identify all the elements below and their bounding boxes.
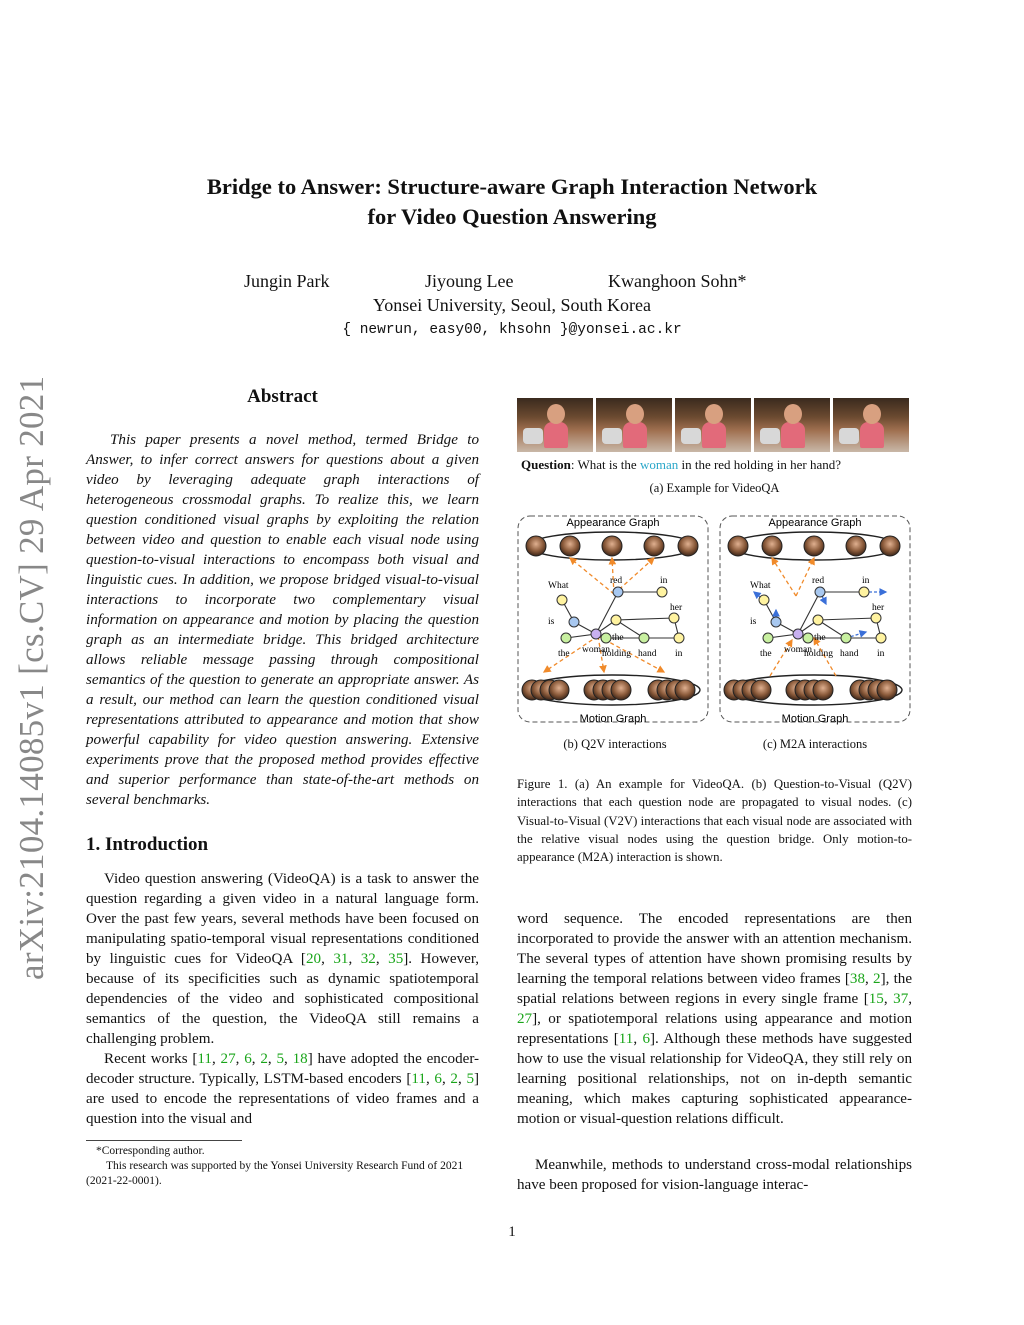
- question-node: [674, 633, 684, 643]
- citation-link[interactable]: 15: [868, 991, 884, 1007]
- motion-node: [611, 680, 631, 700]
- email: { newrun, easy00, khsohn }@yonsei.ac.kr: [342, 322, 682, 338]
- subcaption-b: (b) Q2V interactions: [563, 737, 667, 751]
- appearance-node: [846, 536, 866, 556]
- question-word: her: [872, 603, 885, 613]
- citation-link[interactable]: 20: [305, 951, 322, 967]
- question-word: red: [812, 576, 825, 586]
- title-line-1: Bridge to Answer: Structure-aware Graph Interaction Network: [206, 174, 818, 199]
- q2v-arrow: [570, 558, 614, 594]
- question-node: [569, 617, 579, 627]
- paper-title: [120, 172, 904, 232]
- appearance-node: [762, 536, 782, 556]
- citation-link[interactable]: 2: [450, 1071, 458, 1087]
- question-word: woman: [784, 645, 812, 655]
- citation-link[interactable]: 31: [333, 951, 349, 967]
- appearance-graph-label: Appearance Graph: [566, 517, 660, 529]
- citation-link[interactable]: 2: [873, 971, 881, 987]
- question-word: hand: [638, 649, 657, 659]
- author-2: Jiyoung Lee: [425, 271, 514, 291]
- question-node: [601, 633, 611, 643]
- question-word: her: [670, 603, 683, 613]
- arxiv-watermark: arXiv:2104.14085v1 [cs.CV] 29 Apr 2021: [12, 375, 51, 980]
- question-node: [561, 633, 571, 643]
- video-frame: [517, 398, 593, 452]
- question-node: [591, 629, 601, 639]
- question-node: [763, 633, 773, 643]
- abstract-text: This paper presents a novel method, termed Bridge to Answer, to infer correct answers for questions about a given video by leveraging adequate graph interactions of heterogeneous crossmodal graphs. To realize this, we learn question conditioned visual graphs by exploiting the relation between video and question to enable each visual node using question-to-visual interactions to encompass both visual and linguistic cues. In addition, we propose bridged visual-to-visual interactions to incorporate two complementary visual information on appearance and motion by placing the question graph as an intermediate bridge. This bridged architecture allows reliable message passing through compositional semantics of the question to generate an appropriate answer. As a result, our method can learn the question conditioned visual representations attributed to appearance and motion that show powerful capability for video question answering. Extensive experiments prove that the proposed method provides effective and superior performance than state-of-the-art methods on several benchmarks.: [86, 432, 479, 808]
- m2a-panel: [720, 516, 910, 725]
- affiliation: Yonsei University, Seoul, South Korea: [373, 295, 651, 315]
- question-node: [759, 595, 769, 605]
- motion-graph-label: Motion Graph: [781, 713, 849, 725]
- question-word: holding: [602, 649, 632, 659]
- question-word: the: [558, 649, 570, 659]
- citation-link[interactable]: 37: [893, 991, 909, 1007]
- appearance-node: [880, 536, 900, 556]
- citation-link[interactable]: 6: [642, 1031, 650, 1047]
- motion-node: [751, 680, 771, 700]
- question-node: [803, 633, 813, 643]
- question-node: [771, 617, 781, 627]
- appearance-node: [728, 536, 748, 556]
- motion-node: [675, 680, 695, 700]
- intro-paragraph-1: Video question answering (VideoQA) is a task to answer the question regarding a given video in a natural language form. Over the past few years, several methods have been focused on manipulating spatio-temporal visual representations conditioned by linguistic cues for VideoQA [20, 31, 32, 35]. However, because of its specificities such as dynamic spatiotemporal dependencies of the video and sophisticated compositional semantics of the question, the VideoQA still remains a challenging problem.: [86, 871, 480, 1047]
- motion-node: [877, 680, 897, 700]
- question-word: woman: [582, 645, 610, 655]
- example-question: Question: What is the woman in the red holding in her hand?: [521, 457, 842, 472]
- author-1: Jungin Park: [244, 271, 330, 291]
- question-edge: [818, 618, 876, 620]
- question-word: in: [877, 649, 885, 659]
- appearance-node: [644, 536, 664, 556]
- question-node: [657, 587, 667, 597]
- page-number: 1: [508, 1224, 516, 1240]
- question-node: [613, 587, 623, 597]
- appearance-node: [526, 536, 546, 556]
- author-list: [0, 271, 1024, 295]
- question-edge: [596, 592, 618, 634]
- question-edge: [616, 618, 674, 620]
- citation-link[interactable]: 11: [411, 1071, 426, 1087]
- intro-heading: 1. Introduction: [86, 834, 209, 855]
- citation-link[interactable]: 2: [260, 1051, 268, 1067]
- citation-link[interactable]: 27: [220, 1051, 236, 1067]
- question-word: the: [760, 649, 772, 659]
- citation-link[interactable]: 11: [618, 1031, 634, 1047]
- q2v-panel: [518, 516, 708, 725]
- video-frame: [596, 398, 672, 452]
- footnotes: [86, 1144, 479, 1189]
- question-node: [813, 615, 823, 625]
- question-word: red: [610, 576, 623, 586]
- question-node: [669, 613, 679, 623]
- question-node: [611, 615, 621, 625]
- citation-link[interactable]: 5: [466, 1071, 474, 1087]
- abstract-heading: Abstract: [247, 386, 318, 407]
- footnote-2: This research was supported by the Yonsei University Research Fund of 2021 (2021-22-0001).: [86, 1160, 464, 1187]
- question-word: What: [750, 581, 771, 591]
- video-frame: [675, 398, 751, 452]
- question-word: is: [548, 617, 555, 627]
- video-frame: [833, 398, 909, 452]
- question-word: in: [675, 649, 683, 659]
- question-node: [841, 633, 851, 643]
- question-node: [815, 587, 825, 597]
- question-node: [876, 633, 886, 643]
- question-word: is: [750, 617, 757, 627]
- appearance-node: [804, 536, 824, 556]
- citation-link[interactable]: 5: [276, 1051, 285, 1067]
- question-word: the: [612, 633, 624, 643]
- appearance-node: [602, 536, 622, 556]
- subcaption-c: (c) M2A interactions: [762, 737, 868, 751]
- question-node: [859, 587, 869, 597]
- right-paragraph-2: Meanwhile, methods to understand cross-modal relationships have been proposed for vision-language interac-: [517, 1157, 912, 1193]
- citation-link[interactable]: 35: [388, 951, 404, 967]
- citation-link[interactable]: 38: [849, 971, 866, 987]
- question-node: [793, 629, 803, 639]
- footnote-rule: [86, 1140, 242, 1141]
- question-word: What: [548, 581, 569, 591]
- appearance-node: [560, 536, 580, 556]
- question-word: the: [814, 633, 826, 643]
- citation-link[interactable]: 6: [434, 1071, 442, 1087]
- question-word: in: [660, 576, 668, 586]
- author-3: Kwanghoon Sohn*: [608, 271, 747, 291]
- m2a-arrow: [772, 558, 796, 596]
- question-node: [639, 633, 649, 643]
- figure-caption: Figure 1. (a) An example for VideoQA. (b) Question-to-Visual (Q2V) interactions that each question node are propagated to visual nodes. (c) Visual-to-Visual (V2V) interactions that each visual node are associated with the relative visual nodes using the question bridge. Only motion-to-appearance (M2A) interaction is shown.: [517, 777, 912, 865]
- intro-paragraph-2: Recent works [11, 27, 6, 2, 5, 18] have adopted the encoder-decoder structure. Typically, LSTM-based encoders [11, 6, 2, 5] are used to encode the representations of video frames and a question into the visual and: [86, 1051, 480, 1127]
- citation-link[interactable]: 6: [244, 1051, 252, 1067]
- right-paragraph-1: word sequence. The encoded representations are then incorporated to provide the answer with an attention mechanism. The several types of attention have shown promising results by learning the temporal relations between video frames [38, 2], the spatial relations between regions in every single frame [15, 37, 27], or spatiotemporal relations using appearance and motion representations [11, 6]. Although these methods have suggested how to use the visual relationship for VideoQA, they still rely on learning positional relationships, not on in-depth semantic meaning, which makes capturing sophisticated appearance-motion or visual-question relations difficult.: [517, 911, 913, 1127]
- citation-link[interactable]: 32: [360, 951, 376, 967]
- question-node: [871, 613, 881, 623]
- question-node: [557, 595, 567, 605]
- motion-graph-label: Motion Graph: [579, 713, 647, 725]
- motion-node: [813, 680, 833, 700]
- title-line-2: for Video Question Answering: [367, 204, 657, 229]
- citation-link[interactable]: 27: [517, 1011, 533, 1027]
- appearance-graph-label: Appearance Graph: [768, 517, 862, 529]
- video-frames: [517, 398, 912, 452]
- graph-diagram: [514, 512, 914, 734]
- question-edge: [798, 592, 820, 634]
- citation-link[interactable]: 11: [197, 1051, 212, 1067]
- question-word: in: [862, 576, 870, 586]
- footnote-1: *Corresponding author.: [96, 1145, 205, 1157]
- citation-link[interactable]: 18: [292, 1051, 308, 1067]
- question-word: holding: [804, 649, 834, 659]
- appearance-node: [678, 536, 698, 556]
- motion-node: [549, 680, 569, 700]
- question-word: hand: [840, 649, 859, 659]
- subcaption-a: (a) Example for VideoQA: [649, 481, 780, 495]
- video-frame: [754, 398, 830, 452]
